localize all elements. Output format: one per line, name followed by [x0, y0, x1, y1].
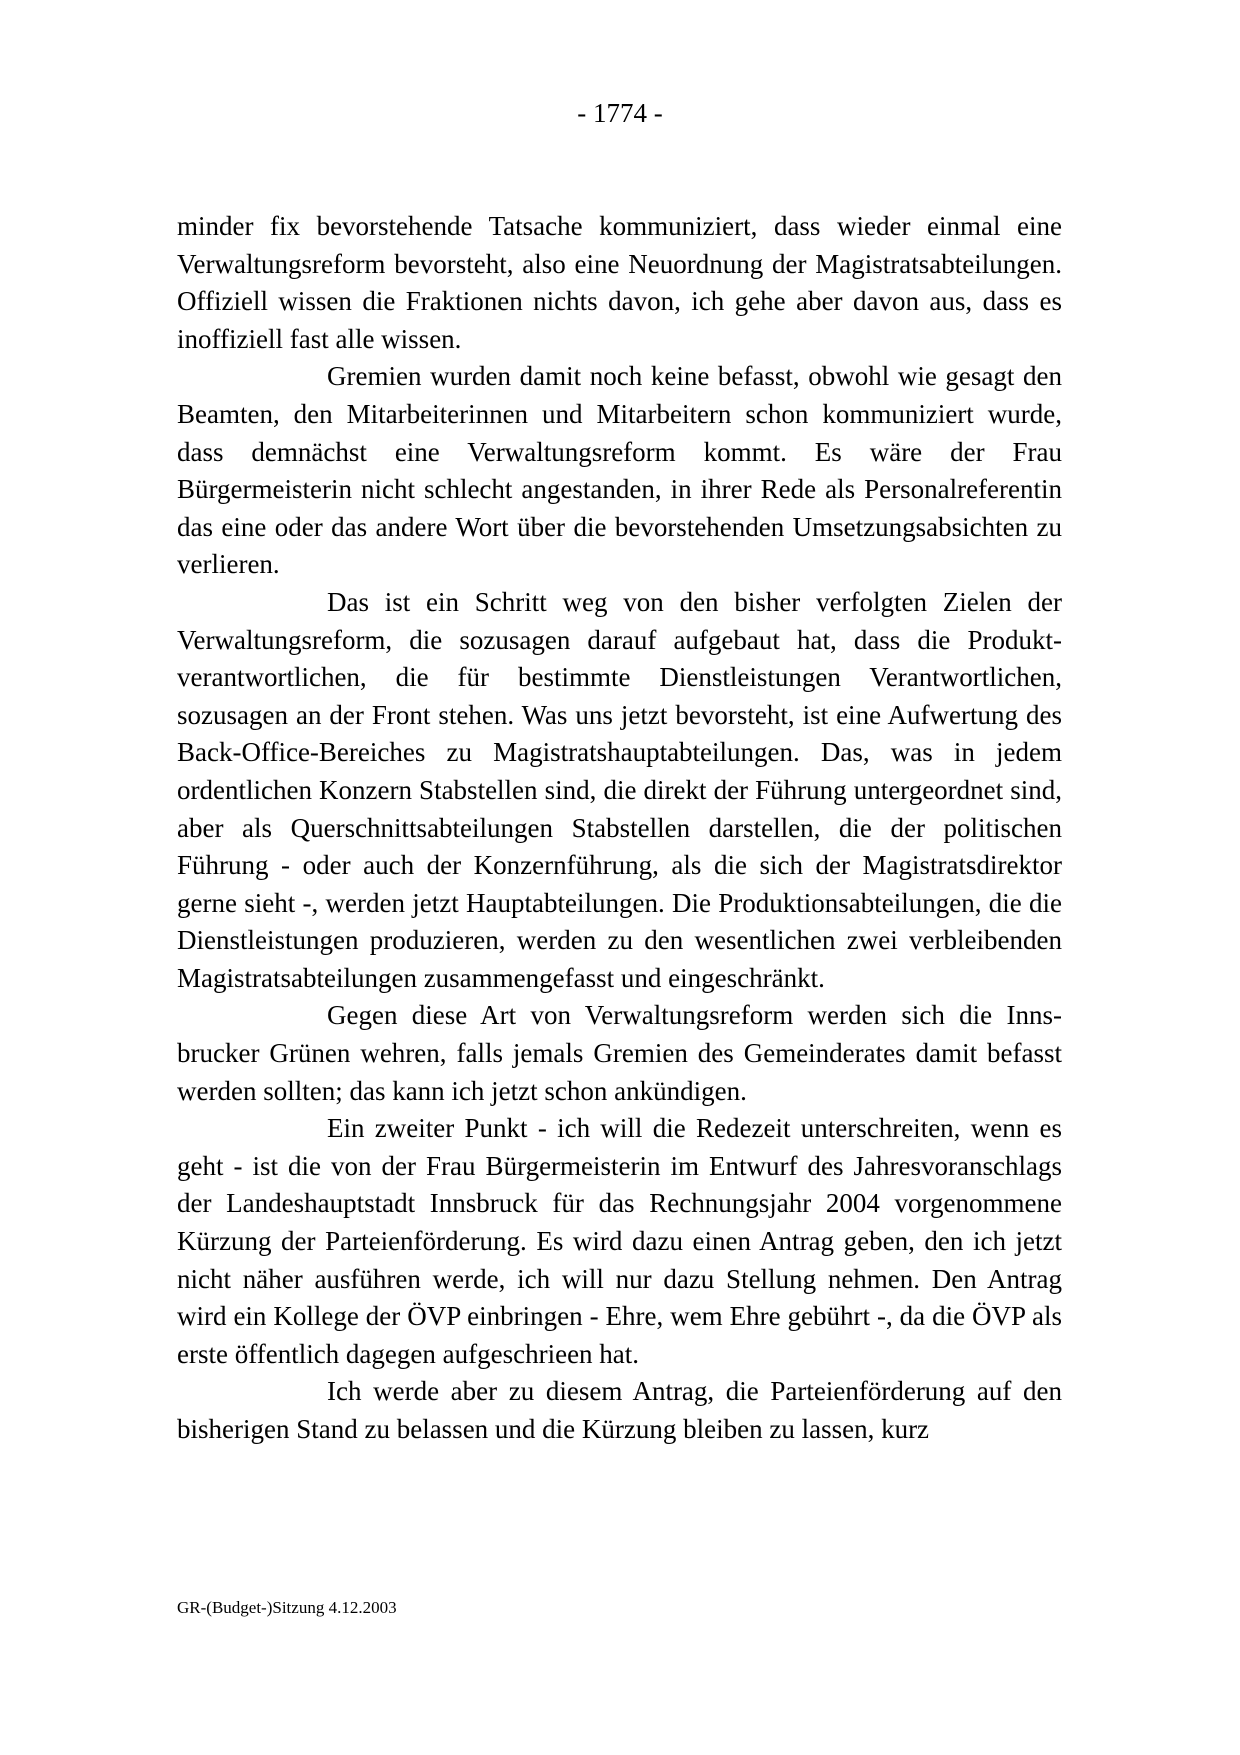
- paragraph-continuation: minder fix bevorstehende Tatsache kommuniziert, dass wieder einmal eine Verwaltungsreform bevorsteht, also eine Neuordnung der Magistratsabteilungen. Offiziell wissen die Fraktionen nichts davon, ich gehe aber davon aus, dass es inoffiziell fast alle wissen.: [177, 211, 1062, 354]
- footer-session-label: GR-(Budget-)Sitzung 4.12.2003: [177, 1598, 397, 1617]
- paragraph-last: Ich werde aber zu diesem Antrag, die Parteienförderung auf den bisherigen Stand zu belassen und die Kürzung bleiben zu lassen, kurz: [177, 1376, 1062, 1444]
- paragraph: Ein zweiter Punkt - ich will die Redezeit unterschreiten, wenn es geht - ist die von der Frau Bürgermeisterin im Entwurf des Jahresvoranschlags der Landeshauptstadt Innsbruck für das Rechnungsjahr 2004 vorgenommene Kürzung der Parteienförderung. Es wird dazu einen Antrag geben, den ich jetzt nicht näher ausführen werde, ich will nur dazu Stellung nehmen. Den Antrag wird ein Kollege der ÖVP einbringen - Ehre, wem Ehre gebührt -, da die ÖVP als erste öffentlich dagegen aufgeschrieen hat.: [177, 1113, 1062, 1369]
- page-number: - 1774 -: [577, 98, 663, 128]
- paragraph: Das ist ein Schritt weg von den bisher verfolgten Zielen der Verwaltungsreform, die sozusagen darauf aufgebaut hat, dass die Produktverantwortlichen, die für bestimmte Dienstleistungen Verantwortlichen, sozusagen an der Front stehen. Was uns jetzt bevorsteht, ist eine Aufwertung des Back-Office-Bereiches zu Magistratshauptabteilungen. Das, was in jedem ordentlichen Konzern Stabstellen sind, die direkt der Führung untergeordnet sind, aber als Querschnittsabteilungen Stabstellen darstellen, die der politischen Führung - oder auch der Konzernführung, als die sich der Magistratsdirektor gerne sieht -, werden jetzt Hauptabteilungen. Die Produktionsabteilungen, die die Dienstleistungen produzieren, werden zu den wesentlichen zwei verbleibenden Magistratsabteilungen zusammengefasst und eingeschränkt.: [177, 586, 1062, 993]
- paragraph: Gremien wurden damit noch keine befasst, obwohl wie gesagt den Beamten, den Mitarbeiterinnen und Mitarbeitern schon kommuniziert wurde, dass demnächst eine Verwaltungsreform kommt. Es wäre der Frau Bürgermeisterin nicht schlecht angestanden, in ihrer Rede als Personalreferentin das eine oder das andere Wort über die bevorstehenden Umsetzungsabsichten zu verlieren.: [177, 361, 1062, 580]
- paragraph: Gegen diese Art von Verwaltungsreform werden sich die Innsbrucker Grünen wehren, falls jemals Gremien des Gemeinderates damit befasst werden sollten; das kann ich jetzt schon ankündigen.: [177, 1000, 1062, 1106]
- body-text: [177, 208, 1062, 1449]
